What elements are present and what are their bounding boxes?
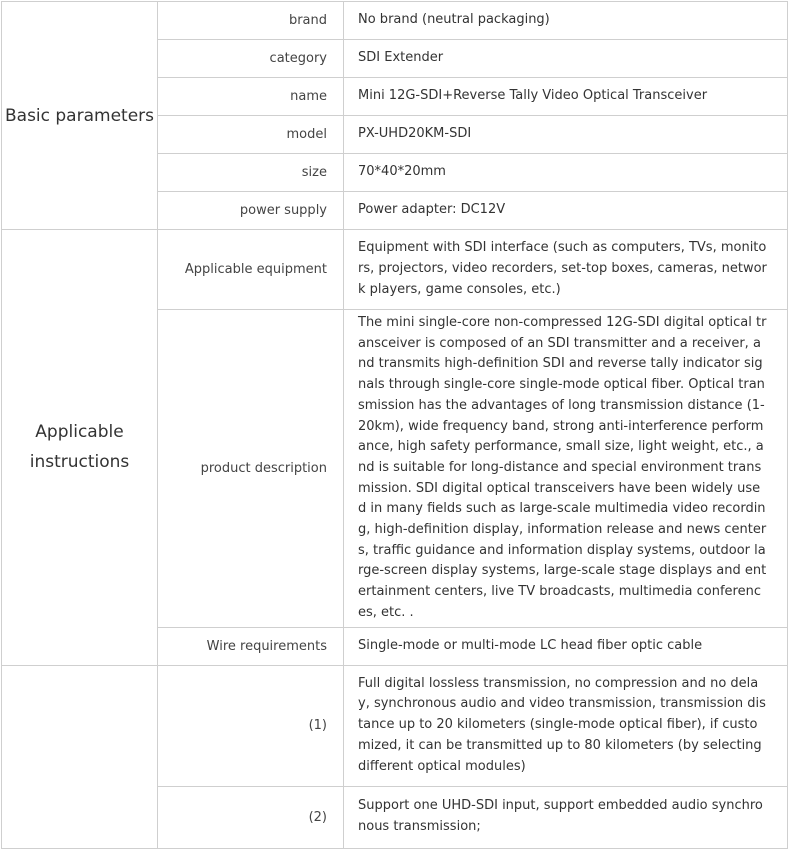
spec-value: SDI Extender (344, 40, 788, 78)
spec-key: product description (158, 310, 344, 628)
spec-value: Equipment with SDI interface (such as computers, TVs, monitors, projectors, video recorders, set-top boxes, cameras, network players, game consoles, etc.) (344, 230, 788, 310)
spec-value: Single-mode or multi-mode LC head fiber optic cable (344, 627, 788, 665)
spec-row-applicable-equipment (2, 230, 788, 310)
spec-key: size (158, 154, 344, 192)
spec-value: Mini 12G-SDI+Reverse Tally Video Optical Transceiver (344, 78, 788, 116)
spec-key: (2) (158, 786, 344, 848)
section-title-applicable-instructions: Applicable instructions (2, 230, 158, 666)
section-title-features (2, 665, 158, 848)
section-title-basic-parameters: Basic parameters (2, 2, 158, 230)
spec-key: brand (158, 2, 344, 40)
spec-value: Full digital lossless transmission, no compression and no delay, synchronous audio and video transmission, transmission distance up to 20 kilometers (single-mode optical fiber), if customized, it can be transmitted up to 80 kilometers (by selecting different optical modules) (344, 665, 788, 786)
spec-value: 70*40*20mm (344, 154, 788, 192)
spec-key: power supply (158, 192, 344, 230)
spec-key: category (158, 40, 344, 78)
spec-row-feature-1 (2, 665, 788, 786)
spec-key: (1) (158, 665, 344, 786)
spec-key: Applicable equipment (158, 230, 344, 310)
spec-value: Support one UHD-SDI input, support embedded audio synchronous transmission; (344, 786, 788, 848)
spec-key: model (158, 116, 344, 154)
spec-value: No brand (neutral packaging) (344, 2, 788, 40)
spec-value: Power adapter: DC12V (344, 192, 788, 230)
spec-value: PX-UHD20KM-SDI (344, 116, 788, 154)
spec-table (1, 1, 788, 849)
spec-value: The mini single-core non-compressed 12G-SDI digital optical transceiver is composed of an SDI transmitter and a receiver, and transmits high-definition SDI and reverse tally indicator signals through single-core single-mode optical fiber. Optical transmission has the advantages of long transmission distance (1-20km), wide frequency band, strong anti-interference performance, high safety performance, small size, light weight, etc., and is suitable for long-distance and special environment transmission. SDI digital optical transceivers have been widely used in many fields such as large-scale multimedia video recording, high-definition display, information release and news centers, traffic guidance and information display systems, outdoor large-screen display systems, large-scale stage displays and entertainment centers, live TV broadcasts, multimedia conferences, etc. . (344, 310, 788, 628)
spec-row-brand (2, 2, 788, 40)
spec-key: Wire requirements (158, 627, 344, 665)
spec-key: name (158, 78, 344, 116)
